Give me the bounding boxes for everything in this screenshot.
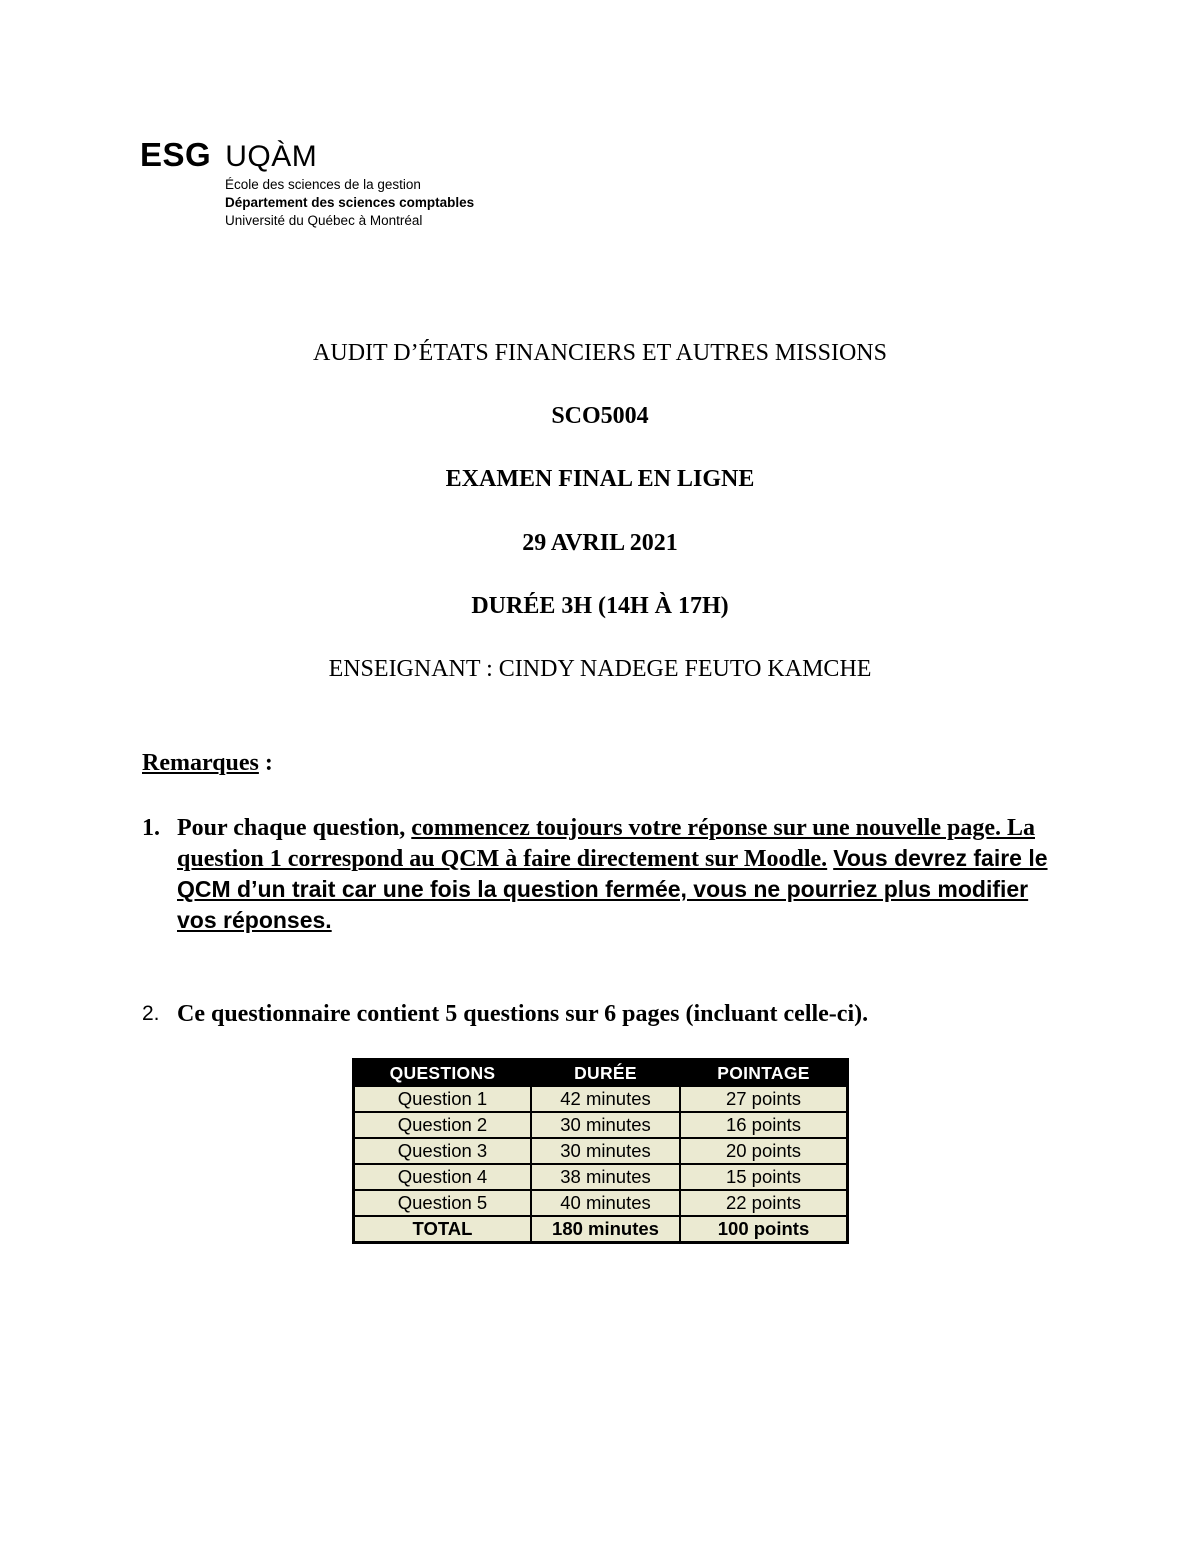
- cell-question: Question 4: [354, 1164, 532, 1190]
- remark-number-1: 1.: [142, 815, 160, 841]
- remark-item-1: [142, 813, 1072, 936]
- remarks-heading-label: Remarques: [142, 750, 259, 776]
- table-header-row: [354, 1060, 848, 1087]
- exam-type: EXAMEN FINAL EN LIGNE: [445, 466, 755, 492]
- exam-date: 29 AVRIL 2021: [522, 530, 678, 556]
- cell-duration: 42 minutes: [531, 1086, 680, 1112]
- remarks-heading: [142, 750, 273, 777]
- remark-1-lead: Pour chaque question,: [177, 815, 412, 841]
- teacher-name: ENSEIGNANT : CINDY NADEGE FEUTO KAMCHE: [328, 656, 872, 682]
- logo-line-department: Département des sciences comptables: [225, 195, 475, 210]
- remark-number-2: 2.: [142, 1002, 160, 1025]
- remark-1-warning: Vous devrez faire le QCM d’un trait car une fois la question fermée, vous ne pourriez plus modifier vos réponses.: [177, 845, 1048, 933]
- logo-wordmark: [140, 138, 480, 172]
- cell-duration: 30 minutes: [531, 1112, 680, 1138]
- remark-item-2: [142, 999, 1072, 1029]
- cell-question: Question 1: [354, 1086, 532, 1112]
- exam-duration: DURÉE 3H (14H À 17H): [471, 593, 729, 619]
- table-row: [354, 1112, 848, 1138]
- table-total-row: [354, 1216, 848, 1243]
- cell-points: 22 points: [680, 1190, 848, 1216]
- remark-text-1: [177, 813, 1072, 936]
- cell-duration: 40 minutes: [531, 1190, 680, 1216]
- header-duree: DURÉE: [531, 1060, 680, 1087]
- course-title: AUDIT D’ÉTATS FINANCIERS ET AUTRES MISSIONS: [313, 340, 887, 366]
- cell-points: 20 points: [680, 1138, 848, 1164]
- cell-question: Question 3: [354, 1138, 532, 1164]
- table-row: [354, 1164, 848, 1190]
- logo-line-school: École des sciences de la gestion: [225, 177, 421, 192]
- table-row: [354, 1086, 848, 1112]
- remark-1-underlined: commencez toujours votre réponse sur une nouvelle page. La question 1 correspond au QCM à faire directement sur Moodle.: [177, 815, 1035, 872]
- table-row: [354, 1138, 848, 1164]
- logo-uqam: UQÀM: [225, 140, 318, 173]
- cell-duration: 30 minutes: [531, 1138, 680, 1164]
- table-row: [354, 1190, 848, 1216]
- cell-question: Question 2: [354, 1112, 532, 1138]
- header-questions: QUESTIONS: [354, 1060, 532, 1087]
- cell-duration: 38 minutes: [531, 1164, 680, 1190]
- cell-points: 27 points: [680, 1086, 848, 1112]
- course-code: SCO5004: [551, 403, 649, 429]
- total-duration: 180 minutes: [531, 1216, 680, 1243]
- total-points: 100 points: [680, 1216, 848, 1243]
- remarks-heading-colon: :: [258, 750, 273, 776]
- cell-question: Question 5: [354, 1190, 532, 1216]
- total-label: TOTAL: [354, 1216, 532, 1243]
- questions-table: [352, 1058, 849, 1244]
- header-pointage: POINTAGE: [680, 1060, 848, 1087]
- logo-line-university: Université du Québec à Montréal: [225, 213, 423, 228]
- esg-uqam-logo: [140, 138, 480, 230]
- remark-text-2: Ce questionnaire contient 5 questions sur 6 pages (incluant celle-ci).: [177, 1001, 869, 1027]
- logo-subtitle: [225, 176, 480, 230]
- cell-points: 15 points: [680, 1164, 848, 1190]
- cell-points: 16 points: [680, 1112, 848, 1138]
- logo-esg: ESG: [140, 136, 212, 173]
